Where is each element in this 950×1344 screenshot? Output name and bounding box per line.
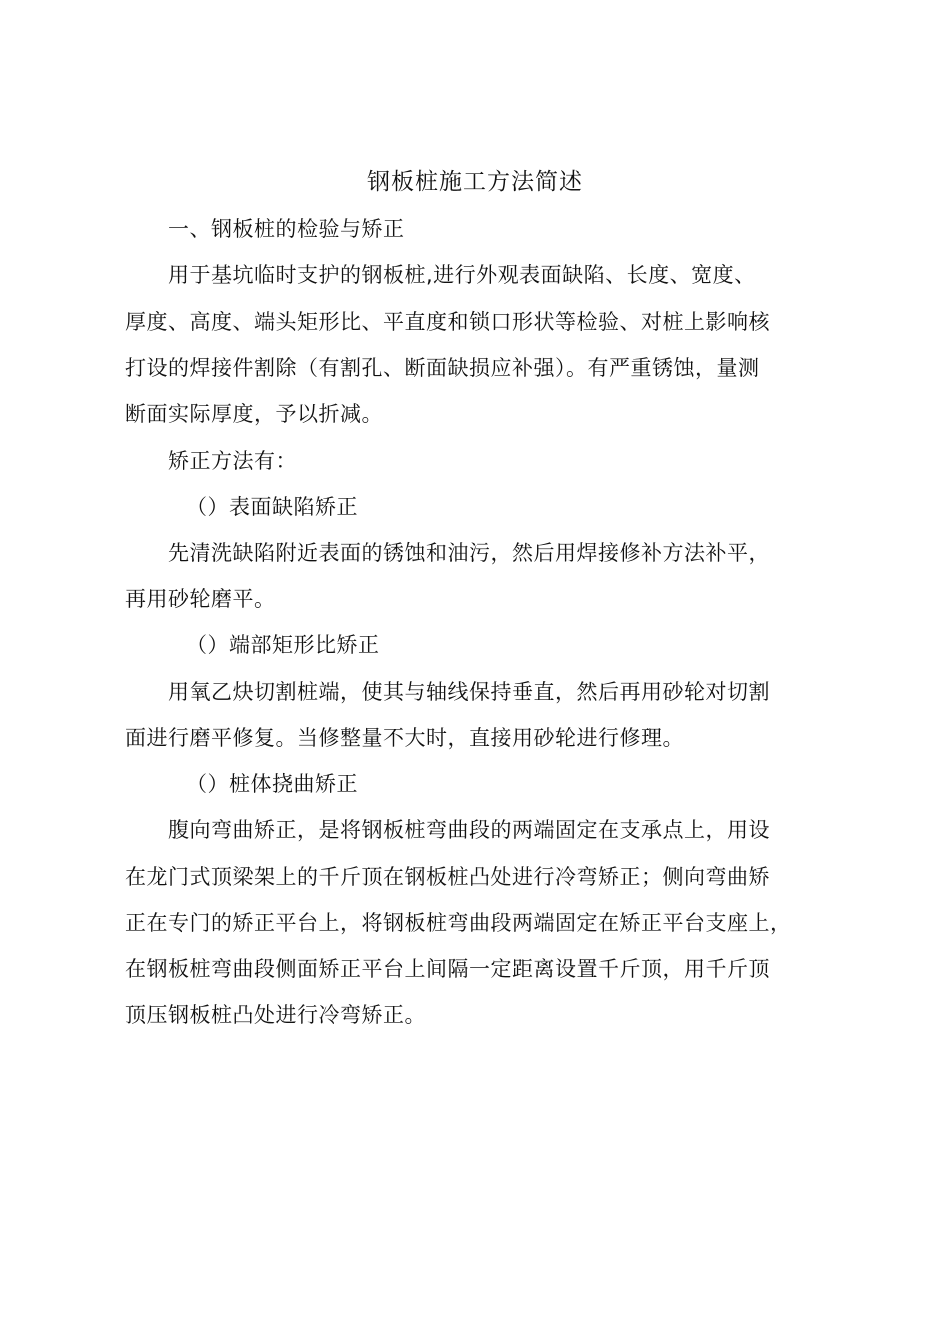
subsection-heading: （）桩体挠曲矫正 [186,772,358,796]
section-heading: 一、钢板桩的检验与矫正 [168,217,405,241]
document-title: 钢板桩施工方法简述 [367,169,583,195]
paragraph-line: 正在专门的矫正平台上，将钢板桩弯曲段两端固定在矫正平台支座上， [125,911,792,935]
paragraph-line: 打设的焊接件割除（有割孔、断面缺损应补强）。有严重锈蚀，量测 [125,356,760,380]
paragraph-line: 先清洗缺陷附近表面的锈蚀和油污，然后用焊接修补方法补平， [168,541,770,565]
subsection-heading: （）端部矩形比矫正 [186,633,380,657]
paragraph-line: 腹向弯曲矫正，是将钢板桩弯曲段的两端固定在支承点上，用设 [168,818,770,842]
paragraph-line: 在龙门式顶梁架上的千斤顶在钢板桩凸处进行冷弯矫正；侧向弯曲矫 [125,865,770,889]
paragraph-line: 面进行磨平修复。当修整量不大时，直接用砂轮进行修理。 [125,726,684,750]
paragraph-line: 矫正方法有： [168,449,297,473]
paragraph-line: 再用砂轮磨平。 [125,587,276,611]
paragraph-line: 断面实际厚度，予以折减。 [125,402,383,426]
subsection-heading: （）表面缺陷矫正 [186,495,358,519]
paragraph-line: 顶压钢板桩凸处进行冷弯矫正。 [125,1003,426,1027]
paragraph-line: 厚度、高度、端头矩形比、平直度和锁口形状等检验、对桩上影响核 [125,310,770,334]
paragraph-line: 在钢板桩弯曲段侧面矫正平台上间隔一定距离设置千斤顶，用千斤顶 [125,957,770,981]
paragraph-line: 用氧乙炔切割桩端，使其与轴线保持垂直，然后再用砂轮对切割 [168,680,770,704]
paragraph-line: 用于基坑临时支护的钢板桩,进行外观表面缺陷、长度、宽度、 [168,263,756,287]
